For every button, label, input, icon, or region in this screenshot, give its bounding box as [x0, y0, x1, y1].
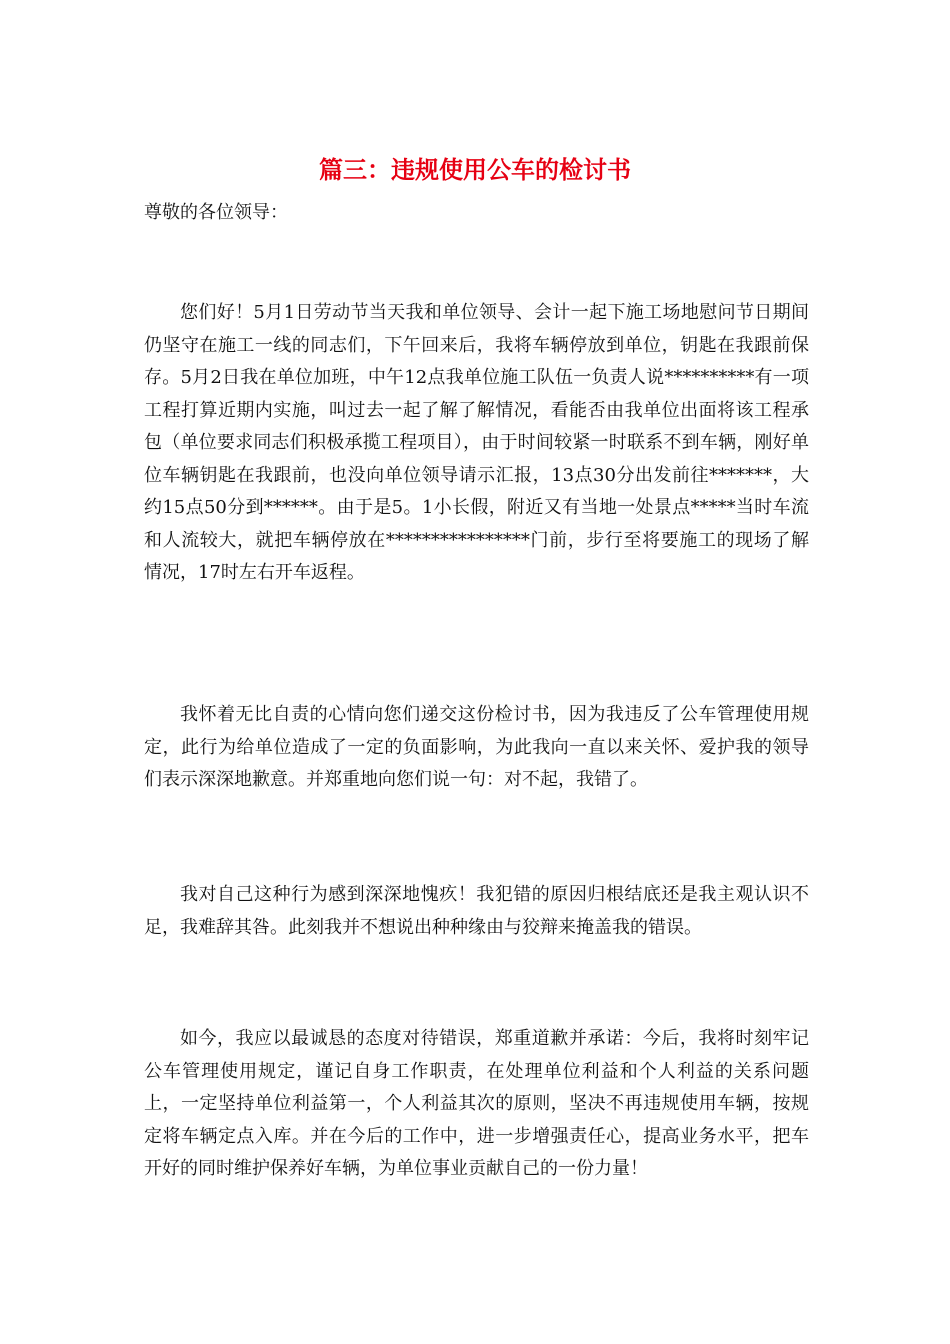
paragraph-commitment: 如今，我应以最诚恳的态度对待错误，郑重道歉并承诺：今后，我将时刻牢记公车管理使用规定，谨记自身工作职责，在处理单位利益和个人利益的关系问题上，一定坚持单位利益第一，个人利益其次的原则，坚决不再违规使用车辆，按规定将车辆定点入库。并在今后的工作中，进一步增强责任心，提高业务水平，把车开好的同时维护保养好车辆，为单位事业贡献自己的一份力量！ — [144, 1028, 809, 1179]
paragraph-reflection: 我对自己这种行为感到深深地愧疚！我犯错的原因归根结底还是我主观认识不足，我难辞其咎。此刻我并不想说出种种缘由与狡辩来掩盖我的错误。 — [144, 884, 809, 938]
paragraph-apology: 我怀着无比自责的心情向您们递交这份检讨书，因为我违反了公车管理使用规定，此行为给单位造成了一定的负面影响，为此我向一直以来关怀、爱护我的领导们表示深深地歉意。并郑重地向您们说一句：对不起，我错了。 — [144, 704, 809, 790]
document-title: 篇三：违规使用公车的检讨书 — [319, 156, 631, 184]
salutation: 尊敬的各位领导： — [144, 202, 288, 223]
paragraph-incident: 您们好！5月1日劳动节当天我和单位领导、会计一起下施工场地慰问节日期间仍坚守在施工一线的同志们，下午回来后，我将车辆停放到单位，钥匙在我跟前保存。5月2日我在单位加班，中午12点我单位施工队伍一负责人说**********有一项工程打算近期内实施，叫过去一起了解了解情况，看能否由我单位出面将该工程承包（单位要求同志们积极承揽工程项目），由于时间较紧一时联系不到车辆，刚好单位车辆钥匙在我跟前，也没向单位领导请示汇报，13点30分出发前往*******，大约15点50分到******。由于是5。1小长假，附近又有当地一处景点*****当时车流和人流较大，就把车辆停放在****************门前，步行至将要施工的现场了解情况，17时左右开车返程。 — [144, 302, 809, 583]
